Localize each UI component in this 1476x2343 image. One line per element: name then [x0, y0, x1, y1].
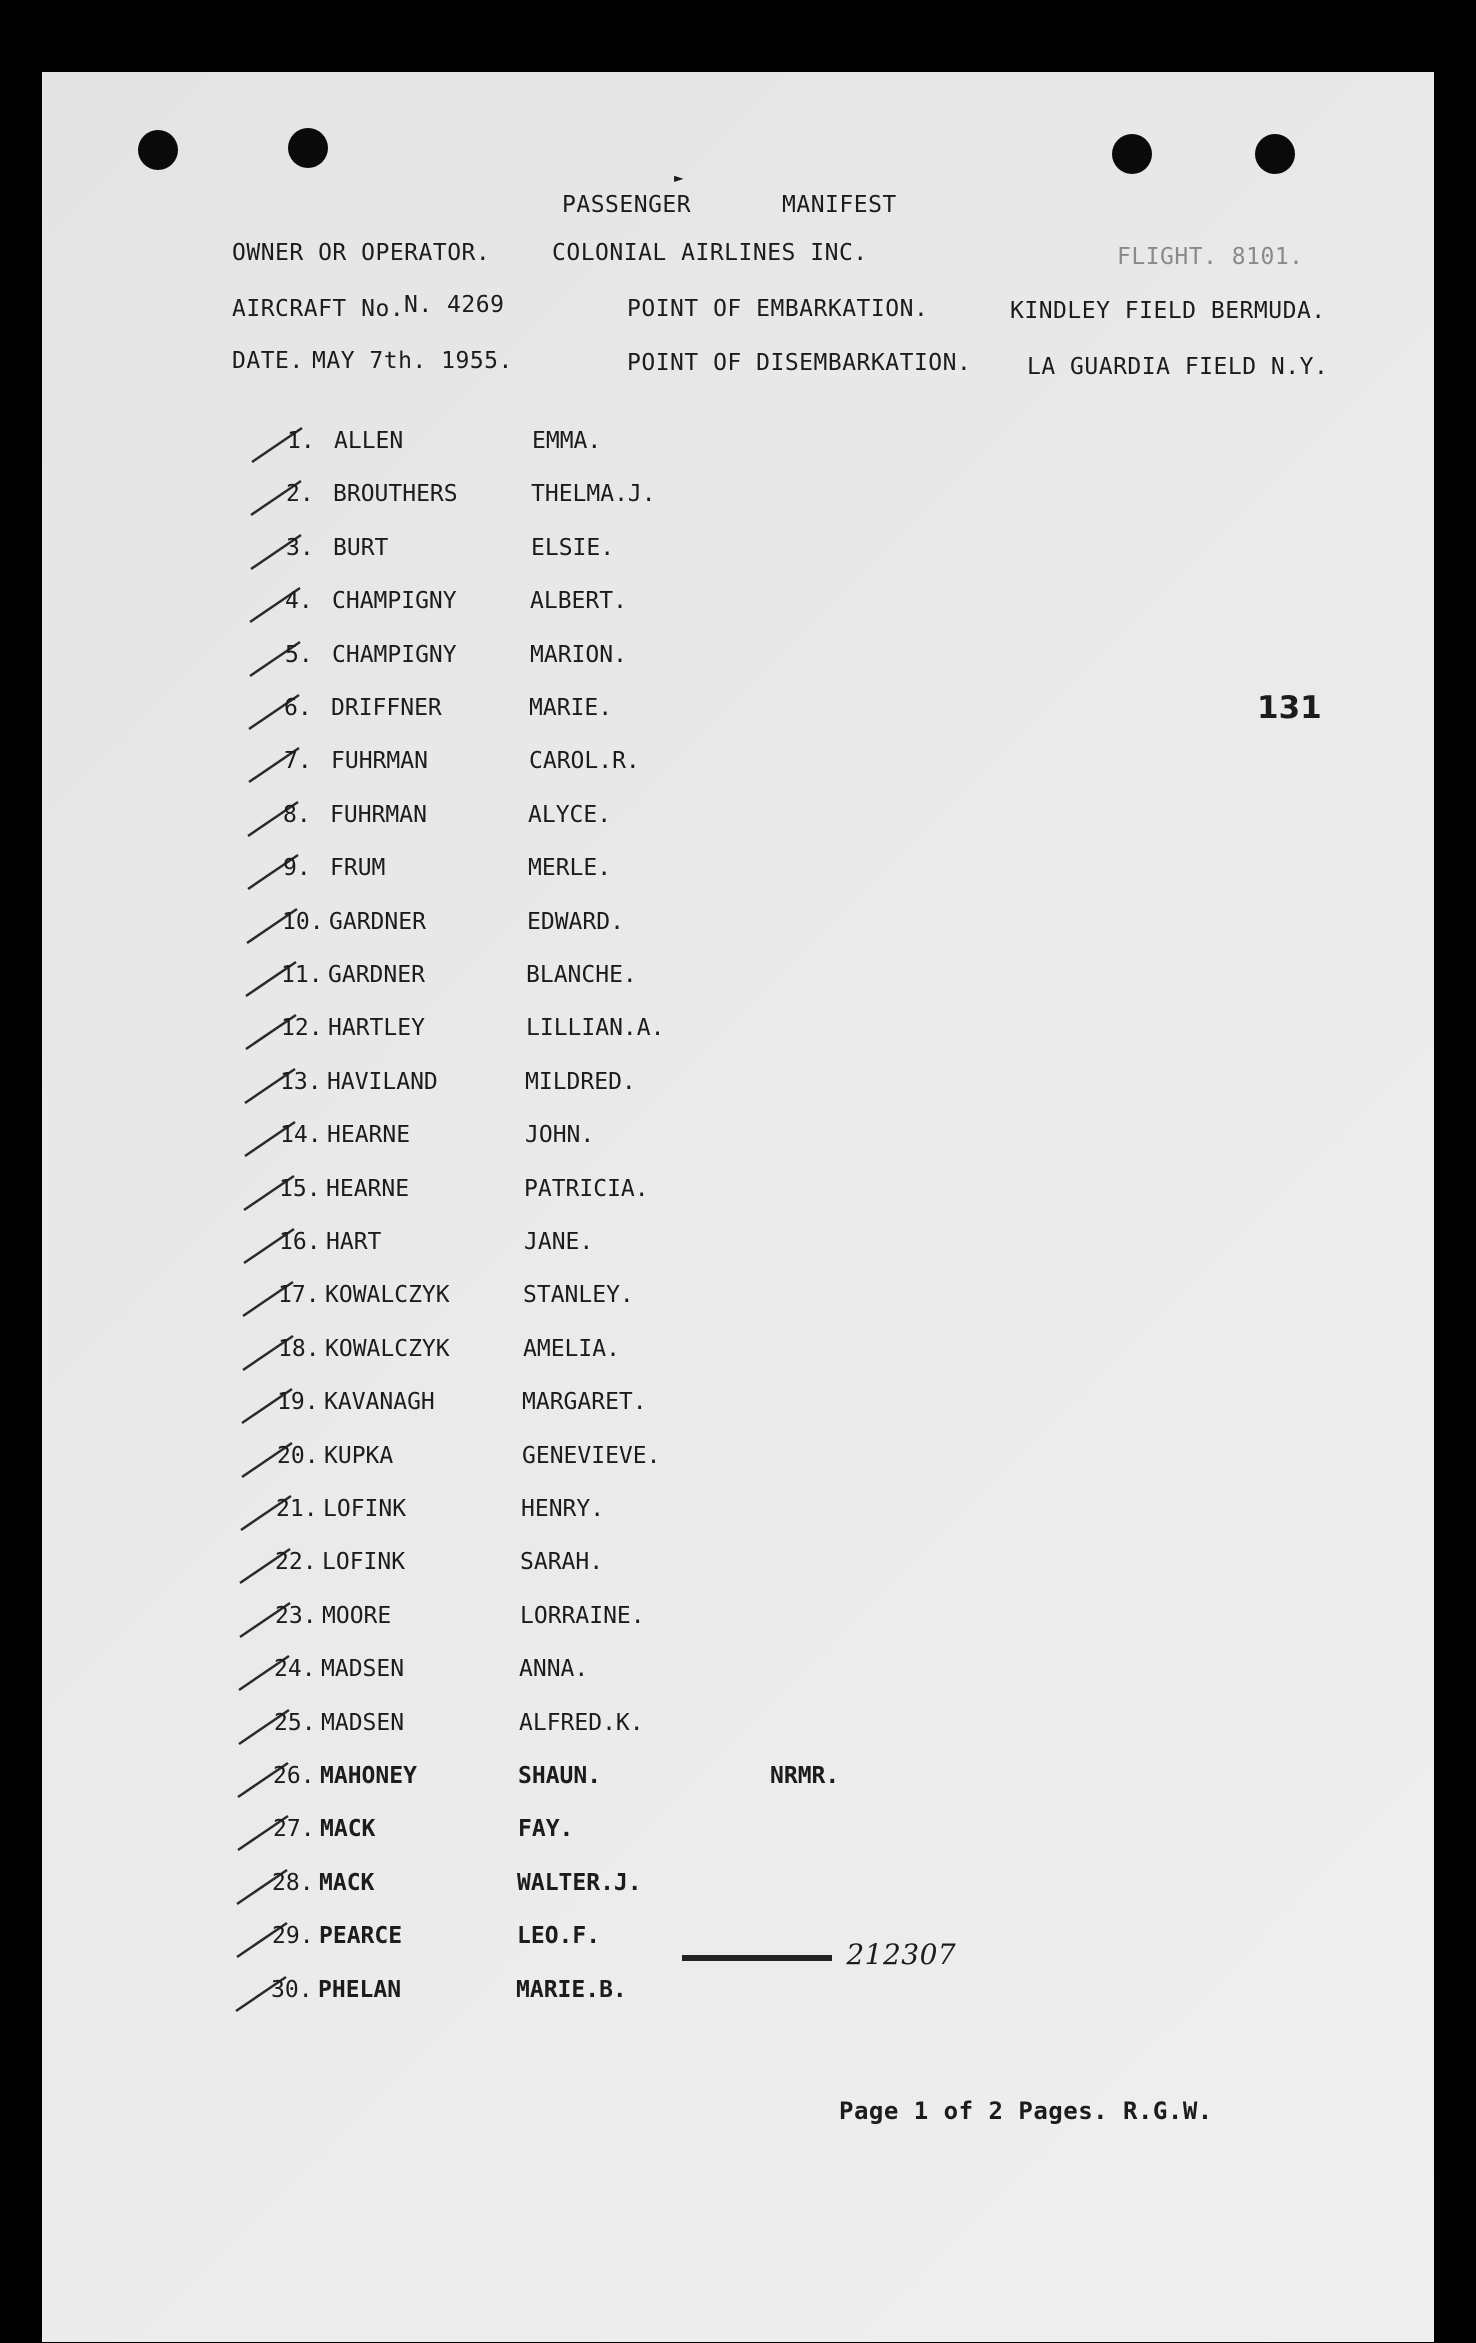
- passenger-row: [42, 642, 942, 682]
- given-name: JANE.: [524, 1229, 594, 1255]
- page-number: 131: [1257, 690, 1322, 726]
- passenger-row: [42, 1336, 942, 1376]
- punch-hole-2: [288, 128, 328, 168]
- surname: HAVILAND: [327, 1068, 438, 1095]
- embarkation-label: POINT OF EMBARKATION.: [627, 296, 929, 322]
- surname: MOORE: [322, 1602, 392, 1629]
- given-name: EDWARD.: [527, 908, 624, 935]
- given-name: SHAUN.: [518, 1763, 602, 1789]
- row-number: 10.: [282, 908, 324, 935]
- passenger-row: [42, 588, 942, 628]
- passenger-row: [42, 1816, 942, 1856]
- passenger-row: [42, 909, 942, 949]
- passenger-row: [42, 1763, 942, 1803]
- surname: MAHONEY: [320, 1763, 417, 1789]
- given-name: MARGARET.: [522, 1389, 647, 1416]
- surname: LOFINK: [323, 1496, 407, 1522]
- row-number: 3.: [286, 534, 314, 561]
- passenger-row: [42, 481, 942, 521]
- surname: MADSEN: [321, 1709, 405, 1736]
- passenger-row: [42, 428, 942, 468]
- given-name: CAROL.R.: [529, 748, 640, 775]
- passenger-row: [42, 1549, 942, 1589]
- surname: HARTLEY: [328, 1015, 425, 1042]
- given-name: MARIE.: [529, 695, 613, 721]
- passenger-row: [42, 1122, 942, 1162]
- given-name: JOHN.: [525, 1122, 595, 1149]
- given-name: PATRICIA.: [524, 1175, 649, 1202]
- given-name: MARION.: [530, 641, 627, 668]
- row-number: 17.: [278, 1282, 320, 1309]
- surname: HEARNE: [326, 1175, 410, 1202]
- given-name: FAY.: [518, 1816, 574, 1843]
- handwritten-number: 212307: [846, 1938, 957, 1971]
- row-number: 14.: [280, 1122, 322, 1149]
- passenger-row: [42, 1603, 942, 1643]
- given-name: ALBERT.: [530, 588, 627, 615]
- row-number: 12.: [281, 1015, 323, 1042]
- row-number: 28.: [272, 1869, 314, 1896]
- row-number: 18.: [278, 1335, 320, 1362]
- row-number: 15.: [279, 1175, 321, 1202]
- punch-hole-1: [138, 130, 178, 170]
- row-number: 27.: [273, 1816, 315, 1843]
- row-number: 21.: [276, 1496, 318, 1522]
- passenger-row: [42, 1656, 942, 1696]
- passenger-row: [42, 1015, 942, 1055]
- surname: KAVANAGH: [324, 1389, 435, 1416]
- title-manifest: MANIFEST: [782, 192, 897, 218]
- given-name: AMELIA.: [523, 1335, 620, 1362]
- row-number: 26.: [273, 1763, 315, 1789]
- row-number: 6.: [284, 695, 312, 721]
- passenger-row: [42, 1282, 942, 1322]
- passenger-row: [42, 855, 942, 895]
- surname: CHAMPIGNY: [332, 641, 457, 668]
- row-number: 2.: [286, 481, 314, 508]
- page-footer: Page 1 of 2 Pages. R.G.W.: [839, 2097, 1213, 2125]
- disembarkation-label: POINT OF DISEMBARKATION.: [627, 350, 972, 376]
- row-number: 13.: [280, 1068, 322, 1095]
- given-name: ALFRED.K.: [519, 1709, 644, 1736]
- aircraft-label: AIRCRAFT No.: [232, 296, 405, 322]
- passenger-note: NRMR.: [770, 1763, 840, 1789]
- given-name: LORRAINE.: [520, 1602, 645, 1629]
- row-number: 20.: [277, 1442, 319, 1469]
- passenger-row: [42, 1443, 942, 1483]
- surname: FRUM: [330, 855, 386, 882]
- passenger-row: [42, 1710, 942, 1750]
- given-name: MERLE.: [528, 855, 612, 882]
- surname: MACK: [320, 1816, 376, 1843]
- given-name: LEO.F.: [517, 1923, 601, 1950]
- row-number: 22.: [275, 1549, 317, 1576]
- passenger-row: [42, 1176, 942, 1216]
- surname: PHELAN: [318, 1976, 402, 2003]
- given-name: HENRY.: [521, 1496, 605, 1522]
- given-name: MILDRED.: [525, 1068, 636, 1095]
- given-name: BLANCHE.: [526, 962, 637, 988]
- given-name: THELMA.J.: [531, 481, 656, 508]
- given-name: STANLEY.: [523, 1282, 634, 1309]
- passenger-row: [42, 1870, 942, 1910]
- given-name: ANNA.: [519, 1656, 589, 1683]
- given-name: ELSIE.: [531, 534, 615, 561]
- row-number: 23.: [275, 1602, 317, 1629]
- surname: LOFINK: [322, 1549, 406, 1576]
- given-name: LILLIAN.A.: [526, 1015, 665, 1042]
- date-label: DATE.: [232, 348, 304, 374]
- surname: HART: [326, 1229, 382, 1255]
- given-name: WALTER.J.: [517, 1869, 642, 1896]
- row-number: 8.: [283, 801, 311, 828]
- row-number: 19.: [277, 1389, 319, 1416]
- surname: FUHRMAN: [330, 801, 427, 828]
- surname: MACK: [319, 1869, 375, 1896]
- row-number: 30.: [271, 1976, 313, 2003]
- struck-out-entry: [682, 1955, 832, 1961]
- given-name: ALYCE.: [528, 801, 612, 828]
- given-name: GENEVIEVE.: [522, 1442, 661, 1469]
- given-name: SARAH.: [520, 1549, 604, 1576]
- passenger-row: [42, 1069, 942, 1109]
- passenger-row: [42, 535, 942, 575]
- arrow-icon: ►: [674, 168, 685, 187]
- surname: BURT: [333, 534, 389, 561]
- date-value: MAY 7th. 1955.: [312, 348, 513, 374]
- surname: PEARCE: [319, 1923, 403, 1950]
- surname: DRIFFNER: [331, 695, 442, 721]
- row-number: 1.: [287, 428, 315, 454]
- disembarkation-value: LA GUARDIA FIELD N.Y.: [1027, 354, 1329, 380]
- punch-hole-4: [1255, 134, 1295, 174]
- surname: HEARNE: [327, 1122, 411, 1149]
- owner-value: COLONIAL AIRLINES INC.: [552, 240, 868, 266]
- surname: GARDNER: [329, 908, 426, 935]
- row-number: 29.: [272, 1923, 314, 1950]
- row-number: 16.: [279, 1229, 321, 1255]
- row-number: 5.: [285, 641, 313, 668]
- embarkation-value: KINDLEY FIELD BERMUDA.: [1010, 298, 1326, 324]
- row-number: 25.: [274, 1709, 316, 1736]
- surname: CHAMPIGNY: [332, 588, 457, 615]
- passenger-row: [42, 1229, 942, 1269]
- surname: KUPKA: [324, 1442, 394, 1469]
- punch-hole-3: [1112, 134, 1152, 174]
- passenger-row: [42, 962, 942, 1002]
- given-name: MARIE.B.: [516, 1976, 627, 2003]
- aircraft-value: N. 4269: [404, 292, 505, 318]
- passenger-row: [42, 1496, 942, 1536]
- surname: KOWALCZYK: [325, 1335, 450, 1362]
- handwritten-note: [682, 1938, 956, 1971]
- row-number: 11.: [281, 962, 323, 988]
- row-number: 24.: [274, 1656, 316, 1683]
- surname: KOWALCZYK: [325, 1282, 450, 1309]
- surname: MADSEN: [321, 1656, 405, 1683]
- row-number: 9.: [283, 855, 311, 882]
- passenger-row: [42, 695, 942, 735]
- passenger-row: [42, 1389, 942, 1429]
- title-passenger: PASSENGER: [562, 192, 692, 218]
- row-number: 4.: [285, 588, 313, 615]
- passenger-row: [42, 748, 942, 788]
- row-number: 7.: [284, 748, 312, 775]
- surname: BROUTHERS: [333, 481, 458, 508]
- surname: GARDNER: [328, 962, 425, 988]
- passenger-row: [42, 802, 942, 842]
- owner-label: OWNER OR OPERATOR.: [232, 240, 491, 266]
- surname: FUHRMAN: [331, 748, 428, 775]
- flight-label: FLIGHT. 8101.: [1117, 244, 1304, 270]
- manifest-page: [42, 72, 1434, 2342]
- passenger-row: [42, 1977, 942, 2017]
- given-name: EMMA.: [532, 428, 602, 454]
- surname: ALLEN: [334, 428, 404, 454]
